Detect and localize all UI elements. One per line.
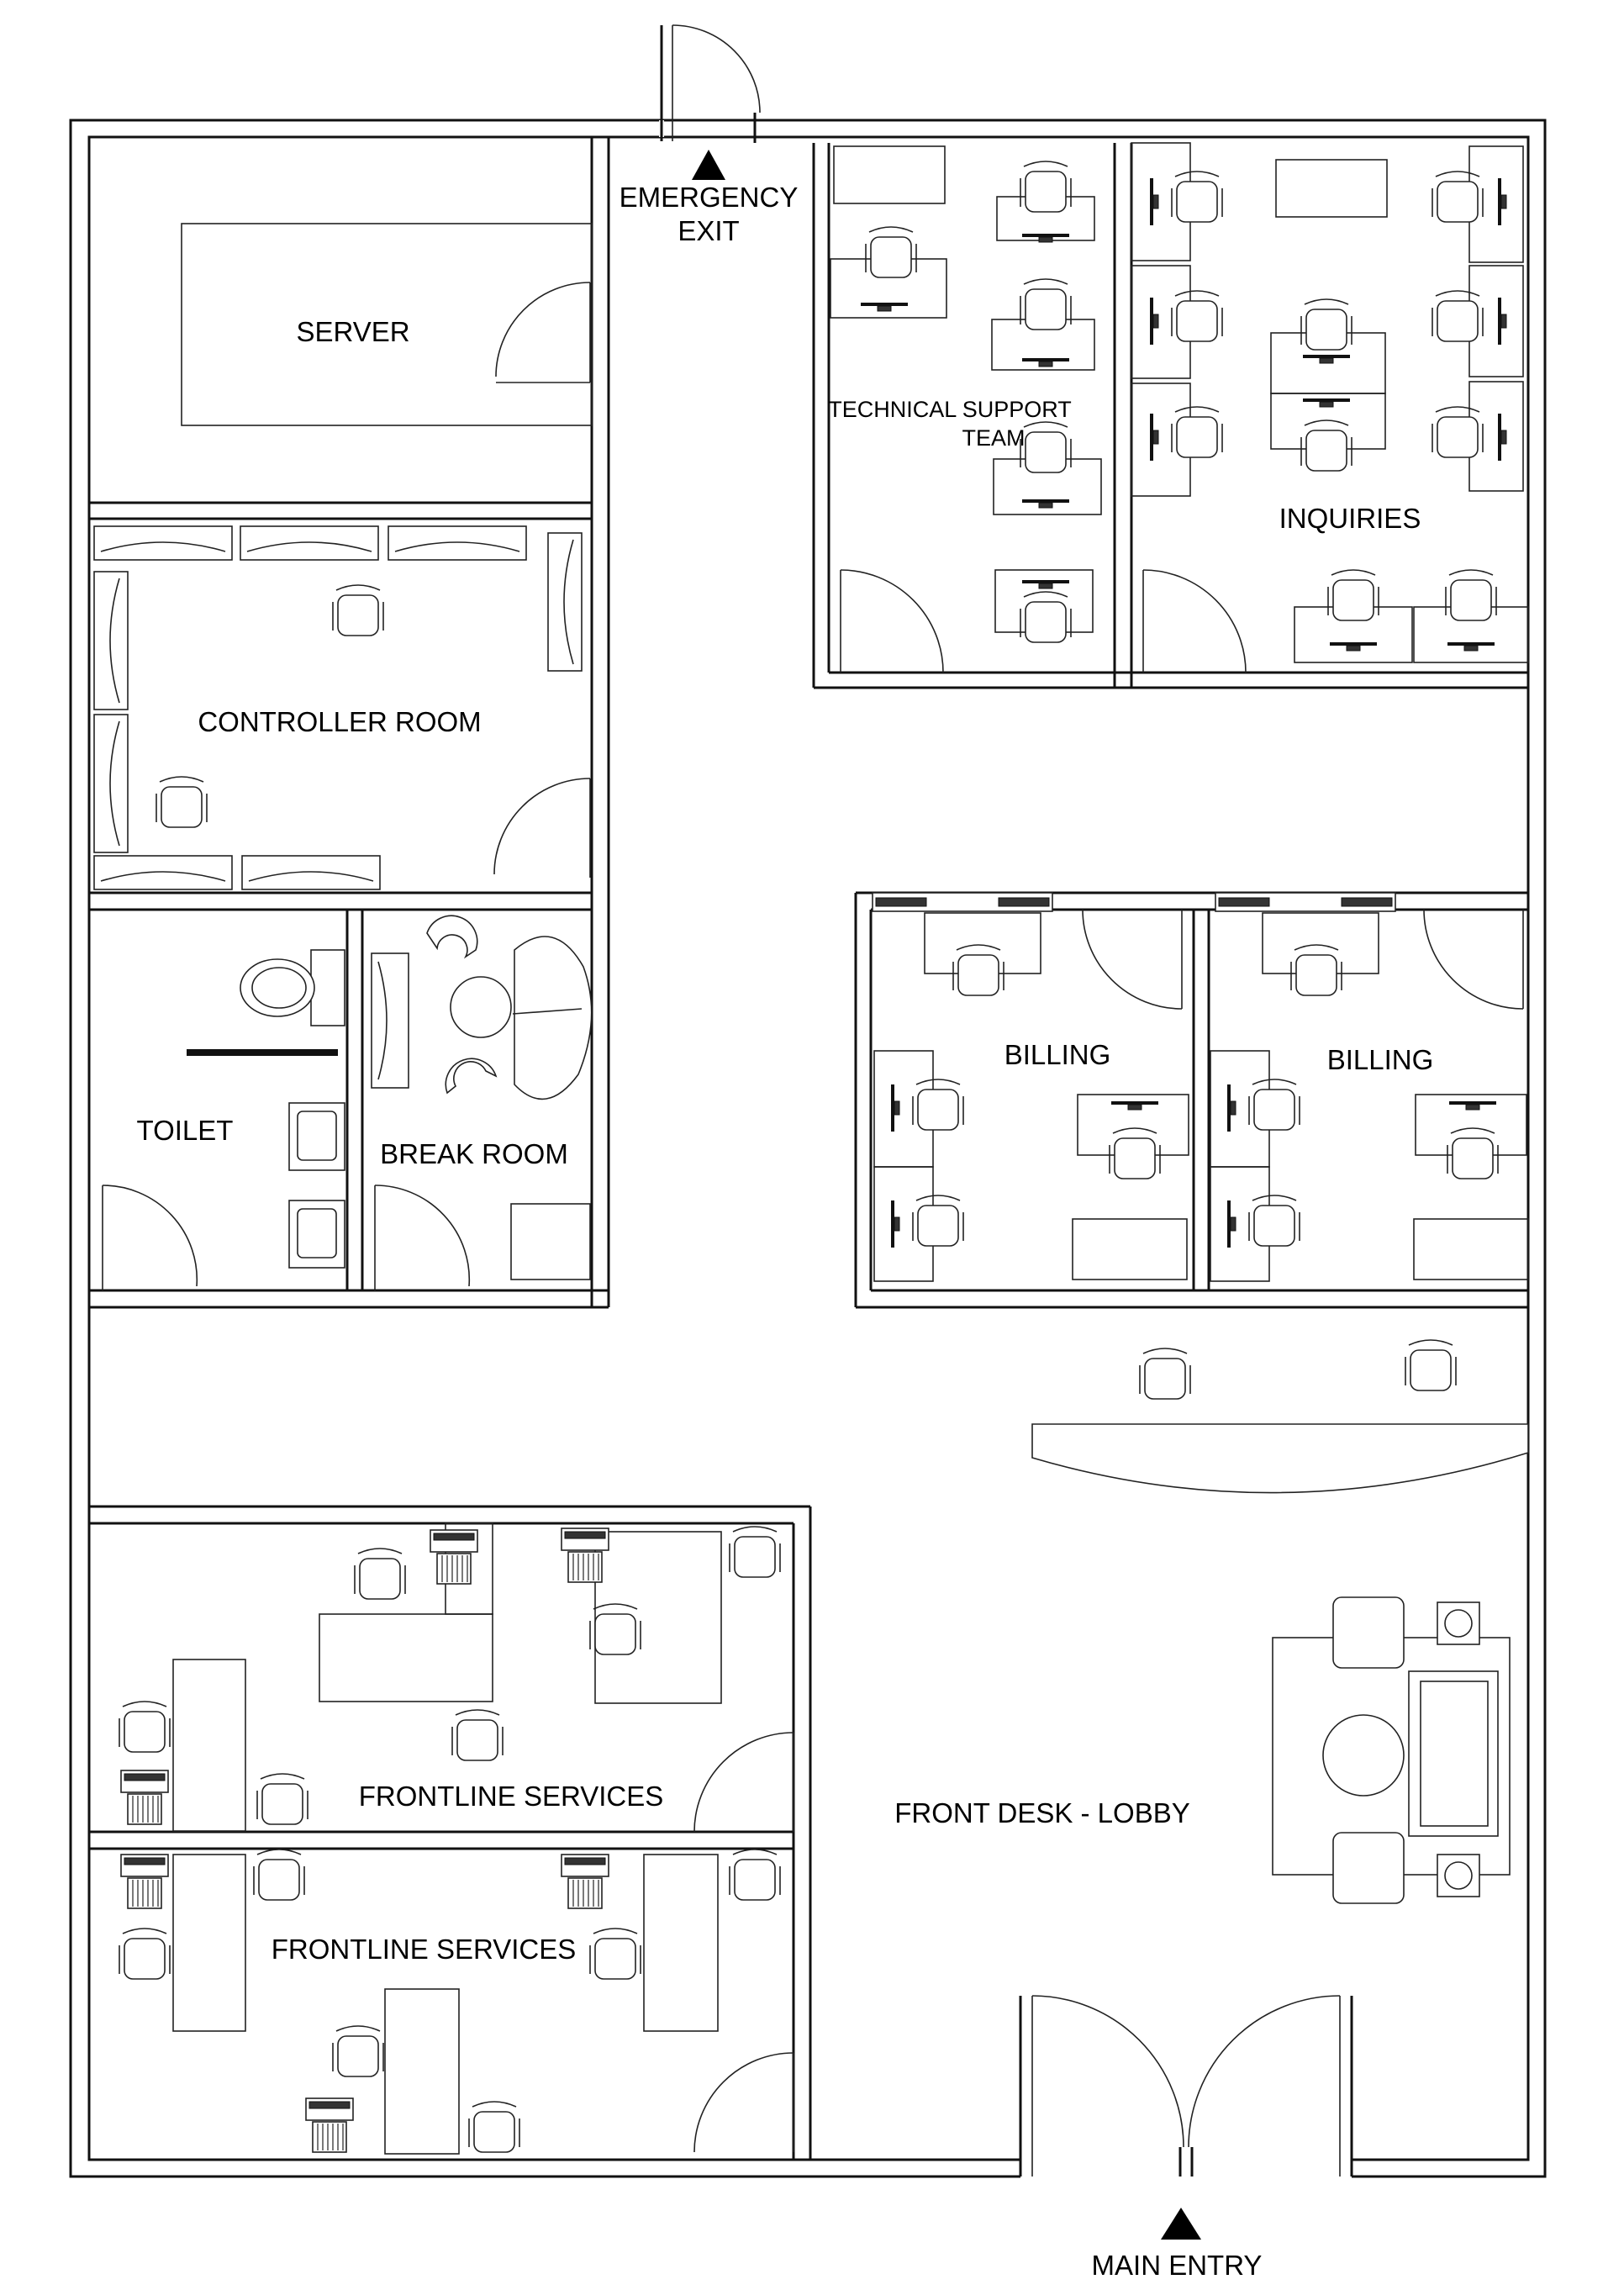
label-emergency-exit-line1: EMERGENCY <box>619 182 799 213</box>
label-technical-support-line1: TECHNICAL SUPPORT <box>828 397 1072 422</box>
label-controller-room: CONTROLLER ROOM <box>198 706 482 737</box>
toilet-room <box>187 950 345 1268</box>
billing-rooms <box>873 893 1528 1281</box>
label-server: SERVER <box>296 316 410 347</box>
label-main-entry: MAIN ENTRY <box>1091 2250 1263 2281</box>
label-toilet: TOILET <box>136 1115 234 1146</box>
front-desk <box>1032 1340 1528 1493</box>
technical-support-room <box>830 146 1101 642</box>
label-billing-1: BILLING <box>1004 1039 1111 1070</box>
frontline-room-2 <box>119 1849 780 2154</box>
main-entry-door <box>1020 1996 1352 2177</box>
label-inquiries: INQUIRIES <box>1279 503 1421 534</box>
label-front-desk-lobby: FRONT DESK - LOBBY <box>894 1797 1190 1828</box>
label-technical-support-line2: TEAM <box>962 425 1026 451</box>
label-break-room: BREAK ROOM <box>380 1138 568 1169</box>
label-emergency-exit-line2: EXIT <box>678 215 740 246</box>
label-billing-2: BILLING <box>1326 1044 1434 1075</box>
main-entry-arrow-icon <box>1161 2208 1201 2240</box>
inquiries-room <box>1131 143 1528 662</box>
label-frontline-1: FRONTLINE SERVICES <box>358 1781 664 1812</box>
label-frontline-2: FRONTLINE SERVICES <box>271 1934 577 1965</box>
lobby-seating <box>1273 1597 1510 1903</box>
emergency-exit-arrow-icon <box>692 150 725 180</box>
emergency-exit-door <box>662 25 760 143</box>
break-room <box>372 915 592 1280</box>
